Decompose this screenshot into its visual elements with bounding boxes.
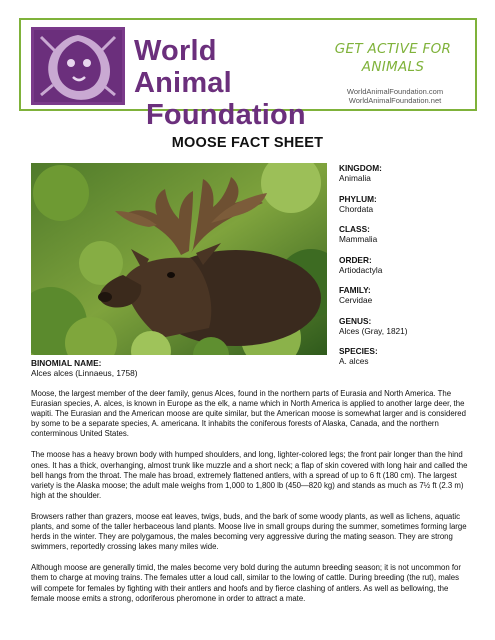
taxonomy-label: KINGDOM: <box>339 163 382 173</box>
taxonomy-kingdom <box>339 163 479 183</box>
taxonomy-label: FAMILY: <box>339 285 371 295</box>
taxonomy-label: SPECIES: <box>339 346 378 356</box>
taxonomy-value: Artiodactyla <box>339 264 383 275</box>
brand-name <box>134 35 314 131</box>
taxonomy-label: CLASS: <box>339 224 370 234</box>
paragraph: The moose has a heavy brown body with humped shoulders, and long, lighter-colored legs; the front pair longer than the hind ones. It has a thick, overhanging, almost trunk like muzzle and a short neck; a flap of skin covered with long hair and called the bell hangs from the throat. The male has broad, extremely flattened antlers, with a spread of up to 6 ft (180 cm). The largest variety is the Alaska moose; the adult male weighs from 1,000 to 1,800 lb (450—820 kg) and stands as much as 7½ ft (2.3 m) high at the shoulder. <box>31 450 468 500</box>
paragraph: Moose, the largest member of the deer family, genus Alces, found in the northern parts of Eurasia and North America. The Eurasian species, A. alces, is known in Europe as the elk, a name which in North America is applied to another large deer, the wapiti. The Eurasian and the American moose are quite similar, but the American moose is somewhat larger and is considered by some to be a separate species, A. americana. It inhabits the coniferous forests of Alaska, Canada, and the northern conterminous United States. <box>31 389 466 439</box>
taxonomy-label: PHYLUM: <box>339 193 377 204</box>
taxonomy-phylum <box>339 194 479 214</box>
website-urls <box>320 87 470 105</box>
brand-line-1: World Animal <box>134 35 232 99</box>
taxonomy-family <box>339 285 479 305</box>
taxonomy-genus <box>339 316 479 336</box>
taxonomy-label: ORDER: <box>339 254 372 265</box>
tagline <box>318 40 468 76</box>
url-net-link[interactable]: WorldAnimalFoundation.net <box>348 96 442 105</box>
paragraph: Browsers rather than grazers, moose eat leaves, twigs, buds, and the bark of some woody plants, as well as lichens, aquatic plants, and some of the taller herbaceous land plants. Moose live in small groups during the summer, sometimes forming large herds in the winter. They are polygamous, the males becoming very aggressive during the mating season. They are strong swimmers, reportedly crossing lakes many miles wide. <box>31 511 467 552</box>
paragraph: Although moose are generally timid, the males become very bold during the autumn breeding season; it is not uncommon for them to charge at moving trains. The females utter a loud call, similar to the lowing of cattle. During breeding (the rut), males will compete for females by fighting with their antlers and hoofs and by fierce clashing of antlers. As well as bellowing, the female moose emits a strong, odoriferous pheromone in order to attract a mate. <box>31 563 461 603</box>
animal-logo-icon <box>31 27 125 105</box>
binomial-name <box>31 358 331 378</box>
taxonomy-label: GENUS: <box>339 315 372 326</box>
taxonomy-value: Alces (Gray, 1821) <box>339 325 408 336</box>
url-com-link[interactable]: WorldAnimalFoundation.com <box>346 87 444 96</box>
article-body <box>31 389 471 615</box>
taxonomy-species <box>339 346 479 366</box>
taxonomy-class <box>339 224 479 244</box>
taxonomy-order <box>339 255 479 275</box>
taxonomy-value: Mammalia <box>339 234 378 244</box>
binomial-value: Alces alces (Linnaeus, 1758) <box>31 368 138 378</box>
taxonomy-value: Cervidae <box>339 295 373 305</box>
brand-line-2: Foundation <box>146 99 306 131</box>
taxonomy-list <box>339 163 479 377</box>
tagline-line-1: GET ACTIVE FOR <box>334 41 452 57</box>
taxonomy-value: A. alces <box>339 356 369 366</box>
moose-photo <box>31 163 327 355</box>
taxonomy-value: Animalia <box>339 173 371 183</box>
binomial-label: BINOMIAL NAME: <box>31 358 102 368</box>
moose-photo-icon <box>31 163 327 355</box>
page-title: MOOSE FACT SHEET <box>171 135 324 151</box>
taxonomy-value: Chordata <box>339 203 374 214</box>
tagline-line-2: ANIMALS <box>361 59 425 75</box>
